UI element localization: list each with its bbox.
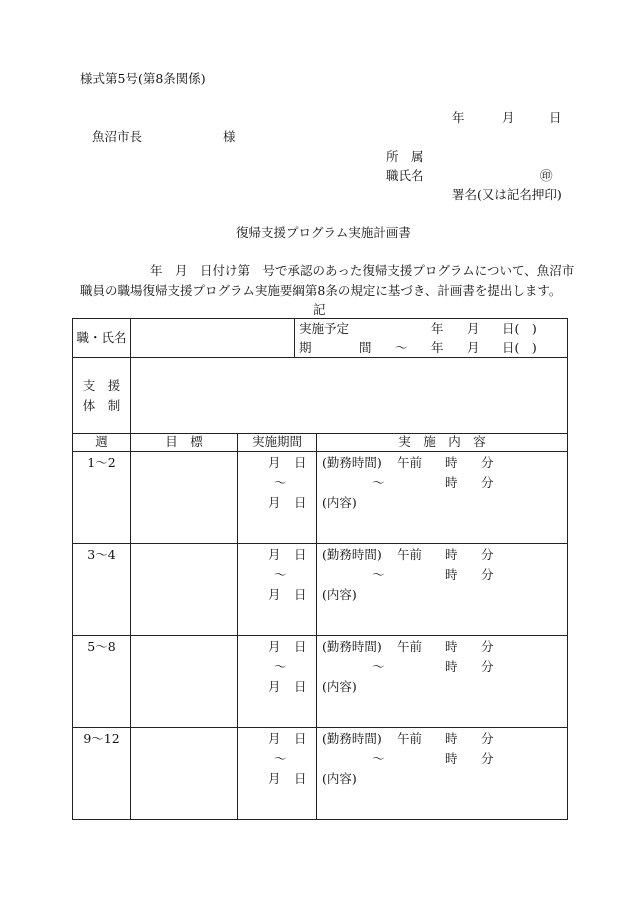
- content-label: (内容): [322, 495, 357, 510]
- week-cell: [73, 636, 131, 728]
- start-month: 月: [268, 731, 281, 746]
- end-minute: 分: [481, 751, 494, 766]
- affiliation-label: 所 属: [386, 149, 424, 164]
- start-month: 月: [268, 547, 281, 562]
- range-tilde: ～: [274, 751, 287, 766]
- week-text: 1～2: [87, 455, 116, 470]
- name-label: 職氏名: [386, 168, 424, 183]
- goal-cell: [131, 544, 238, 636]
- addressee-honorific: 様: [223, 129, 236, 144]
- end-month: 月: [268, 587, 281, 602]
- body-line-1: 年 月 日付け第 号で承認のあった復帰支援プログラムについて、魚沼市: [150, 263, 575, 278]
- work-hours-label: (勤務時間): [322, 639, 382, 654]
- period-label-2b: 間: [359, 340, 372, 355]
- support-label-2: 体 制: [82, 397, 121, 413]
- work-hours-label: (勤務時間): [322, 731, 382, 746]
- end-day: 日: [294, 679, 307, 694]
- am-label: 午前: [397, 639, 423, 654]
- start-day: 日: [294, 547, 307, 562]
- header-goal-text: 目 標: [165, 434, 203, 450]
- end-day: 日: [294, 495, 307, 510]
- start-day: 日: [294, 731, 307, 746]
- header-week: [73, 434, 131, 452]
- ki-label: 記: [313, 302, 326, 317]
- name-label-text: 職・氏名: [76, 329, 127, 345]
- period-range-cell: [238, 452, 317, 544]
- period-start-year: 年: [431, 321, 444, 336]
- goal-cell: [131, 636, 238, 728]
- support-value-cell: [131, 358, 568, 434]
- start-minute: 分: [481, 731, 494, 746]
- end-minute: 分: [481, 567, 494, 582]
- content-cell: [317, 728, 568, 820]
- time-tilde: ～: [372, 567, 385, 582]
- period-start-month: 月: [467, 321, 480, 336]
- start-hour: 時: [445, 455, 458, 470]
- start-month: 月: [268, 639, 281, 654]
- week-text: 5～8: [87, 639, 116, 654]
- period-range-cell: [238, 636, 317, 728]
- header-content-text: 実 施 内 容: [398, 434, 486, 450]
- start-day: 日: [294, 639, 307, 654]
- range-tilde: ～: [274, 475, 287, 490]
- period-end-day: 日( ): [502, 340, 537, 355]
- date-month: 月: [502, 110, 515, 125]
- period-start-day: 日( ): [502, 321, 537, 336]
- week-cell: [73, 728, 131, 820]
- start-hour: 時: [445, 731, 458, 746]
- time-tilde: ～: [372, 475, 385, 490]
- period-end-month: 月: [467, 340, 480, 355]
- work-hours-label: (勤務時間): [322, 455, 382, 470]
- end-month: 月: [268, 495, 281, 510]
- period-range-cell: [238, 544, 317, 636]
- document-title: 復帰支援プログラム実施計画書: [236, 225, 411, 240]
- range-tilde: ～: [274, 567, 287, 582]
- date-day: 日: [549, 110, 562, 125]
- date-year: 年: [452, 110, 465, 125]
- signature-note: 署名(又は記名押印): [452, 187, 562, 202]
- week-cell: [73, 544, 131, 636]
- content-cell: [317, 452, 568, 544]
- week-text: 3～4: [87, 547, 116, 562]
- support-label-cell: [73, 358, 131, 434]
- time-tilde: ～: [372, 659, 385, 674]
- start-minute: 分: [481, 455, 494, 470]
- name-value-cell: [131, 319, 295, 358]
- period-label-1: 実施予定: [299, 321, 350, 336]
- table-row: [73, 452, 568, 544]
- form-number: 様式第5号(第8条関係): [80, 71, 206, 86]
- plan-table: [72, 318, 568, 820]
- content-cell: [317, 636, 568, 728]
- seal-mark: ㊞: [540, 168, 553, 183]
- start-hour: 時: [445, 639, 458, 654]
- start-minute: 分: [481, 547, 494, 562]
- goal-cell: [131, 452, 238, 544]
- body-line-2: 職員の職場復帰支援プログラム実施要綱第8条の規定に基づき、計画書を提出します。: [80, 283, 562, 298]
- header-goal: [131, 434, 238, 452]
- end-day: 日: [294, 587, 307, 602]
- end-hour: 時: [445, 659, 458, 674]
- support-label-1: 支 援: [82, 377, 121, 393]
- name-label-cell: [73, 319, 131, 358]
- end-hour: 時: [445, 751, 458, 766]
- week-cell: [73, 452, 131, 544]
- am-label: 午前: [397, 731, 423, 746]
- goal-cell: [131, 728, 238, 820]
- end-hour: 時: [445, 475, 458, 490]
- am-label: 午前: [397, 547, 423, 562]
- period-label-2a: 期: [299, 340, 312, 355]
- am-label: 午前: [397, 455, 423, 470]
- end-minute: 分: [481, 659, 494, 674]
- header-content: [317, 434, 568, 452]
- table-row: [73, 636, 568, 728]
- header-period-text: 実施期間: [251, 434, 302, 450]
- end-month: 月: [268, 771, 281, 786]
- start-day: 日: [294, 455, 307, 470]
- end-day: 日: [294, 771, 307, 786]
- header-period: [238, 434, 317, 452]
- end-hour: 時: [445, 567, 458, 582]
- start-month: 月: [268, 455, 281, 470]
- range-tilde: ～: [274, 659, 287, 674]
- period-cell: [295, 319, 568, 358]
- period-tilde: ～: [395, 340, 408, 355]
- period-range-cell: [238, 728, 317, 820]
- table-row: [73, 544, 568, 636]
- content-cell: [317, 544, 568, 636]
- content-label: (内容): [322, 679, 357, 694]
- table-row: [73, 728, 568, 820]
- period-end-year: 年: [431, 340, 444, 355]
- work-hours-label: (勤務時間): [322, 547, 382, 562]
- addressee-name: 魚沼市長: [92, 129, 143, 144]
- content-label: (内容): [322, 587, 357, 602]
- start-hour: 時: [445, 547, 458, 562]
- week-text: 9～12: [83, 731, 120, 746]
- content-label: (内容): [322, 771, 357, 786]
- end-minute: 分: [481, 475, 494, 490]
- end-month: 月: [268, 679, 281, 694]
- start-minute: 分: [481, 639, 494, 654]
- header-week-text: 週: [95, 434, 108, 450]
- time-tilde: ～: [372, 751, 385, 766]
